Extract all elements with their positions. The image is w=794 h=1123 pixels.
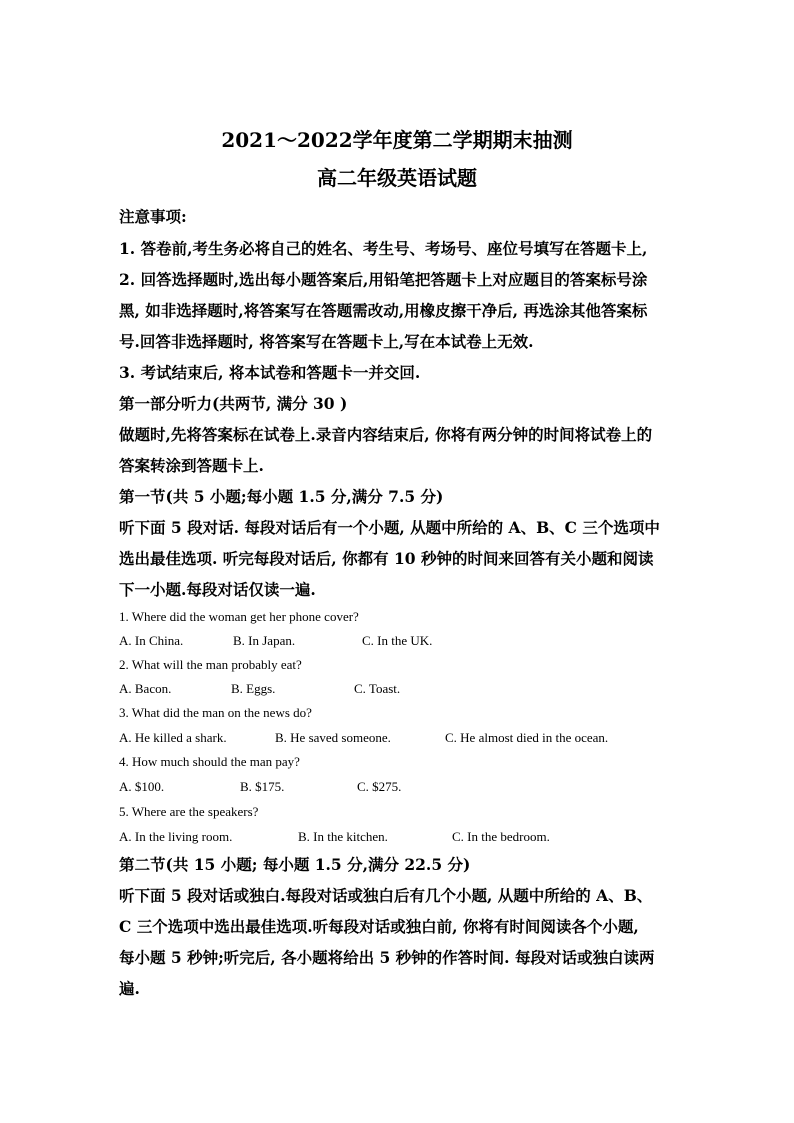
notice-line: 2. 回答选择题时,选出每小题答案后,用铅笔把答题卡上对应题目的答案标号涂 bbox=[119, 270, 648, 289]
option-a: A. Bacon. bbox=[119, 681, 172, 696]
section1-intro: 下一小题.每段对话仅读一遍. bbox=[119, 580, 316, 599]
option-a: A. In the living room. bbox=[119, 829, 233, 844]
notice-line: 3. 考试结束后, 将本试卷和答题卡一并交回. bbox=[119, 363, 421, 382]
question-stem: 4. How much should the man pay? bbox=[119, 754, 300, 769]
question-stem: 5. Where are the speakers? bbox=[119, 804, 259, 819]
option-c: C. Toast. bbox=[354, 681, 401, 696]
section2-heading: 第二节(共 15 小题; 每小题 1.5 分,满分 22.5 分) bbox=[119, 855, 471, 874]
notice-line: 号.回答非选择题时, 将答案写在答题卡上,写在本试卷上无效. bbox=[119, 332, 534, 351]
exam-title: 2021～2022学年度第二学期期末抽测 bbox=[221, 128, 573, 152]
part1-intro: 答案转涂到答题卡上. bbox=[119, 456, 264, 475]
question-stem: 3. What did the man on the news do? bbox=[119, 705, 312, 720]
option-b: B. In the kitchen. bbox=[298, 829, 388, 844]
section2-intro: 遍. bbox=[119, 979, 140, 998]
section1-heading: 第一节(共 5 小题;每小题 1.5 分,满分 7.5 分) bbox=[119, 487, 444, 506]
notice-line: 黑, 如非选择题时,将答案写在答题需改动,用橡皮擦干净后, 再选涂其他答案标 bbox=[119, 301, 648, 320]
option-b: B. In Japan. bbox=[233, 633, 296, 648]
notice-line: 1. 答卷前,考生务必将自己的姓名、考生号、考场号、座位号填写在答题卡上, bbox=[119, 239, 648, 258]
option-c: C. $275. bbox=[357, 779, 402, 794]
notice-heading: 注意事项: bbox=[119, 207, 187, 226]
section1-intro: 选出最佳选项. 听完每段对话后, 你都有 10 秒钟的时间来回答有关小题和阅读 bbox=[119, 549, 654, 568]
section2-intro: C 三个选项中选出最佳选项.听每段对话或独白前, 你将有时间阅读各个小题, bbox=[119, 917, 639, 936]
option-a: A. In China. bbox=[119, 633, 184, 648]
section2-intro: 听下面 5 段对话或独白.每段对话或独白后有几个小题, 从题中所给的 A、B、 bbox=[119, 886, 653, 905]
question-stem: 2. What will the man probably eat? bbox=[119, 657, 302, 672]
section2-intro: 每小题 5 秒钟;听完后, 各小题将给出 5 秒钟的作答时间. 每段对话或独白读两 bbox=[119, 948, 655, 967]
option-a: A. $100. bbox=[119, 779, 165, 794]
question-stem: 1. Where did the woman get her phone cover? bbox=[119, 609, 359, 624]
option-b: B. $175. bbox=[240, 779, 285, 794]
section1-intro: 听下面 5 段对话. 每段对话后有一个小题, 从题中所给的 A、B、C 三个选项中 bbox=[119, 518, 660, 537]
option-a: A. He killed a shark. bbox=[119, 730, 227, 745]
option-c: C. He almost died in the ocean. bbox=[445, 730, 609, 745]
option-b: B. He saved someone. bbox=[275, 730, 391, 745]
option-c: C. In the UK. bbox=[362, 633, 433, 648]
option-c: C. In the bedroom. bbox=[452, 829, 550, 844]
exam-subtitle: 高二年级英语试题 bbox=[317, 166, 477, 190]
part1-intro: 做题时,先将答案标在试卷上.录音内容结束后, 你将有两分钟的时间将试卷上的 bbox=[119, 425, 653, 444]
part1-heading: 第一部分听力(共两节, 满分 30 ) bbox=[119, 394, 348, 413]
option-b: B. Eggs. bbox=[231, 681, 276, 696]
